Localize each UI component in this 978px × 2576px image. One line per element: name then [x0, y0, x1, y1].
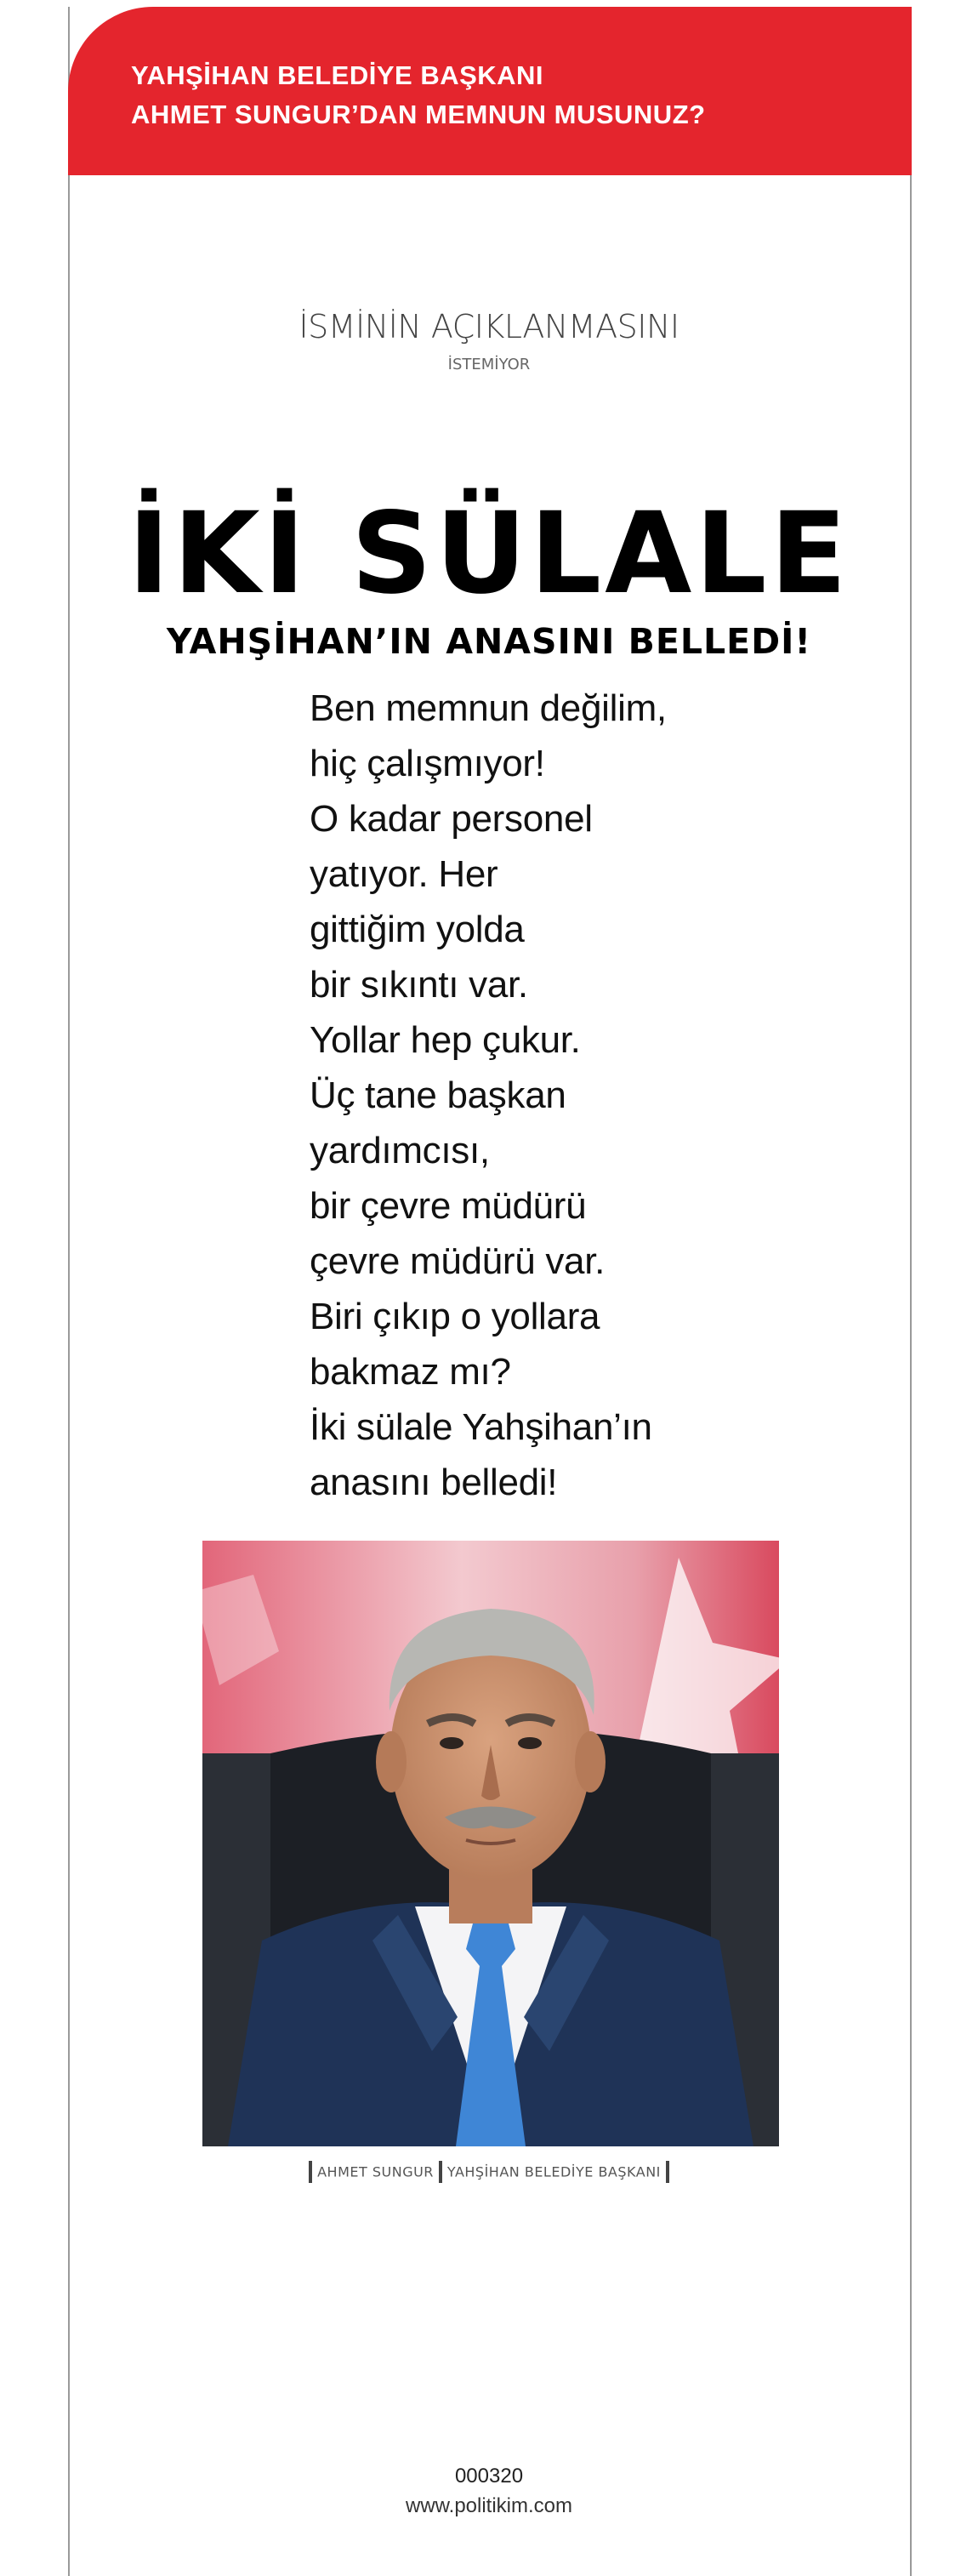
footer-code: 000320 [454, 2465, 524, 2488]
source-subtitle: İSTEMİYOR [447, 356, 531, 373]
quote-line: Ben memnun değilim, [310, 687, 667, 729]
quote-line: bir sıkıntı var. [310, 964, 528, 1006]
quote-line: bir çevre müdürü [310, 1185, 587, 1227]
caption-divider [439, 2161, 442, 2183]
quote-line: çevre müdürü var. [310, 1240, 606, 1282]
quote-line: İki sülale Yahşihan’ın [310, 1406, 652, 1448]
headline: İKİ SÜLALE [128, 488, 850, 619]
subheadline: YAHŞİHAN’IN ANASINI BELLEDİ! [166, 621, 812, 662]
caption-role: YAHŞİHAN BELEDİYE BAŞKANI [446, 2163, 661, 2180]
quote-line: anasını belledi! [310, 1462, 558, 1503]
quote-line: Yollar hep çukur. [310, 1019, 581, 1061]
quote-line: yardımcısı, [310, 1130, 490, 1171]
quote-line: O kadar personel [310, 798, 593, 840]
header-line-2: AHMET SUNGUR’DAN MEMNUN MUSUNUZ? [131, 100, 706, 129]
portrait-illustration [202, 1541, 779, 2146]
quote-line: Üç tane başkan [310, 1074, 566, 1116]
caption-divider [309, 2161, 312, 2183]
header-line-1: YAHŞİHAN BELEDİYE BAŞKANI [131, 60, 544, 90]
portrait-photo [202, 1541, 779, 2146]
quote-line: Biri çıkıp o yollara [310, 1296, 600, 1337]
caption-name: AHMET SUNGUR [317, 2163, 434, 2180]
quote-line: hiç çalışmıyor! [310, 743, 545, 784]
quote-line: gittiğim yolda [310, 909, 525, 950]
quote-text [310, 681, 752, 1510]
quote-line: yatıyor. Her [310, 853, 498, 895]
header-banner [68, 7, 912, 175]
quote-line: bakmaz mı? [310, 1351, 511, 1393]
caption-divider [666, 2161, 669, 2183]
photo-caption [0, 2161, 978, 2183]
source-title: İSMİNİN AÇIKLANMASINI [299, 308, 679, 345]
footer-url[interactable]: www.politikim.com [405, 2494, 573, 2517]
